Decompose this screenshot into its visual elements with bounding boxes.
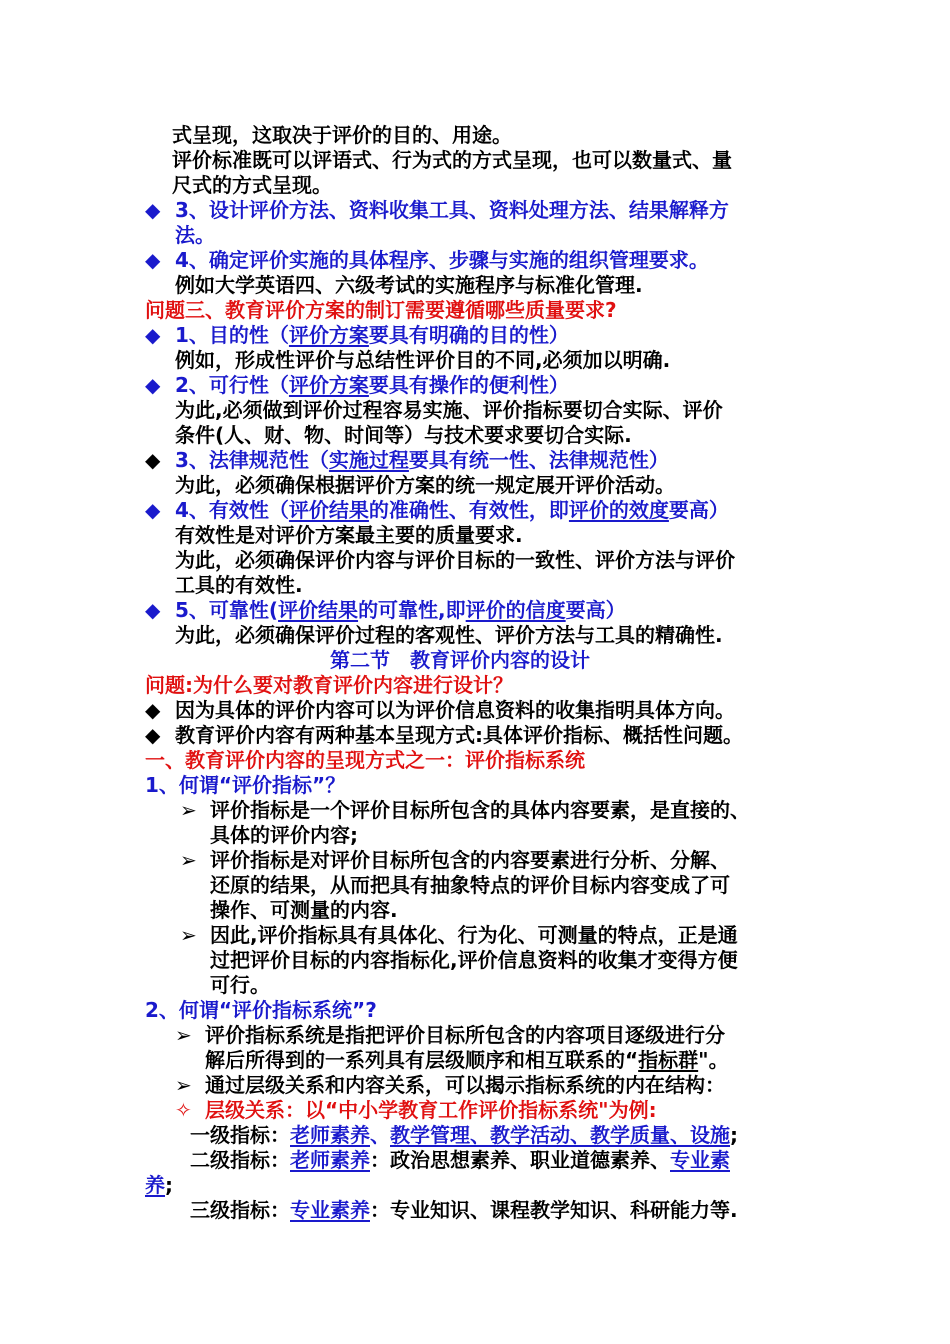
arrow-bullet-icon: ➢ — [180, 923, 197, 947]
text-line: 评价标准既可以评语式、行为式的方式呈现，也可以数量式、量 — [172, 148, 732, 172]
diamond-bullet-icon: ◆ — [145, 248, 161, 272]
arrow-item: ➢ 因此,评价指标具有具体化、行为化、可测量的特点，正是通 — [180, 923, 738, 947]
bullet-item: ◆ 5、可靠性(评价结果的可靠性,即评价的信度要高） — [145, 598, 626, 622]
subsection-heading: 一、教育评价内容的呈现方式之一：评价指标系统 — [145, 748, 585, 772]
text-line: 式呈现，这取决于评价的目的、用途。 — [172, 123, 512, 147]
diamond-bullet-icon: ◆ — [145, 373, 161, 397]
diamond-bullet-icon: ◆ — [145, 498, 161, 522]
bullet-item: ◆ 3、法律规范性（实施过程要具有统一性、法律规范性） — [145, 448, 669, 472]
text-line: 解后所得到的一系列具有层级顺序和相互联系的“指标群"。 — [205, 1048, 729, 1072]
text-line: 工具的有效性. — [175, 573, 303, 597]
arrow-bullet-icon: ➢ — [180, 848, 197, 872]
hollow-item: ✧ 层级关系：以“中小学教育工作评价指标系统"为例: — [175, 1098, 657, 1122]
indicator-level-1: 一级指标：老师素养、教学管理、教学活动、教学质量、设施; — [190, 1123, 738, 1147]
indicator-level-3: 三级指标：专业素养：专业知识、课程教学知识、科研能力等. — [190, 1198, 738, 1222]
bullet-item: ◆ 4、有效性（评价结果的准确性、有效性，即评价的效度要高） — [145, 498, 729, 522]
bullet-item: ◆ 因为具体的评价内容可以为评价信息资料的收集指明具体方向。 — [145, 698, 735, 722]
text-line: 有效性是对评价方案最主要的质量要求. — [175, 523, 523, 547]
text-line: 为此，必须确保根据评价方案的统一规定展开评价活动。 — [175, 473, 675, 497]
bullet-item: ◆ 4、确定评价实施的具体程序、步骤与实施的组织管理要求。 — [145, 248, 709, 272]
bullet-item: ◆ 2、可行性（评价方案要具有操作的便利性） — [145, 373, 569, 397]
text-line: 可行。 — [210, 973, 270, 997]
subsection-heading: 1、何谓“评价指标”？ — [145, 773, 346, 797]
section-heading: 第二节 教育评价内容的设计 — [330, 648, 590, 672]
arrow-item: ➢ 评价指标是一个评价目标所包含的具体内容要素，是直接的、 — [180, 798, 750, 822]
text-line: 法。 — [175, 223, 215, 247]
section-question: 问题三、教育评价方案的制订需要遵循哪些质量要求? — [145, 298, 617, 322]
text-line: 还原的结果，从而把具有抽象特点的评价目标内容变成了可 — [210, 873, 730, 897]
text-line: 操作、可测量的内容. — [210, 898, 398, 922]
bullet-item: ◆ 教育评价内容有两种基本呈现方式:具体评价指标、概括性问题。 — [145, 723, 743, 747]
bullet-item: ◆ 1、目的性（评价方案要具有明确的目的性） — [145, 323, 569, 347]
arrow-item: ➢ 评价指标是对评价目标所包含的内容要素进行分析、分解、 — [180, 848, 730, 872]
diamond-bullet-icon: ◆ — [145, 198, 161, 222]
arrow-item: ➢ 评价指标系统是指把评价目标所包含的内容项目逐级进行分 — [175, 1023, 725, 1047]
text-line: 例如大学英语四、六级考试的实施程序与标准化管理. — [175, 273, 643, 297]
diamond-bullet-icon: ◆ — [145, 448, 161, 472]
text-line: 为此，必须确保评价内容与评价目标的一致性、评价方法与评价 — [175, 548, 735, 572]
diamond-bullet-icon: ◆ — [145, 323, 161, 347]
text-line: 条件(人、财、物、时间等）与技术要求要切合实际. — [175, 423, 632, 447]
arrow-item: ➢ 通过层级关系和内容关系，可以揭示指标系统的内在结构： — [175, 1073, 725, 1097]
section-question: 问题:为什么要对教育评价内容进行设计？ — [145, 673, 513, 697]
arrow-bullet-icon: ➢ — [175, 1023, 192, 1047]
text-line: 例如，形成性评价与总结性评价目的不同,必须加以明确. — [175, 348, 671, 372]
text-line: 尺式的方式呈现。 — [172, 173, 332, 197]
text-line: 养; — [145, 1173, 173, 1197]
text-line: 为此，必须确保评价过程的客观性、评价方法与工具的精确性. — [175, 623, 723, 647]
text-line: 具体的评价内容; — [210, 823, 358, 847]
bullet-item: ◆ 3、设计评价方法、资料收集工具、资料处理方法、结果解释方 — [145, 198, 729, 222]
diamond-bullet-icon: ◆ — [145, 698, 161, 722]
arrow-bullet-icon: ➢ — [180, 798, 197, 822]
diamond-bullet-icon: ◆ — [145, 723, 161, 747]
subsection-heading: 2、何谓“评价指标系统”? — [145, 998, 377, 1022]
text-line: 为此,必须做到评价过程容易实施、评价指标要切合实际、评价 — [175, 398, 723, 422]
arrow-bullet-icon: ➢ — [175, 1073, 192, 1097]
text-line: 过把评价目标的内容指标化,评价信息资料的收集才变得方便 — [210, 948, 738, 972]
indicator-level-2: 二级指标：老师素养：政治思想素养、职业道德素养、专业素 — [190, 1148, 730, 1172]
hollow-diamond-icon: ✧ — [175, 1098, 192, 1122]
diamond-bullet-icon: ◆ — [145, 598, 161, 622]
